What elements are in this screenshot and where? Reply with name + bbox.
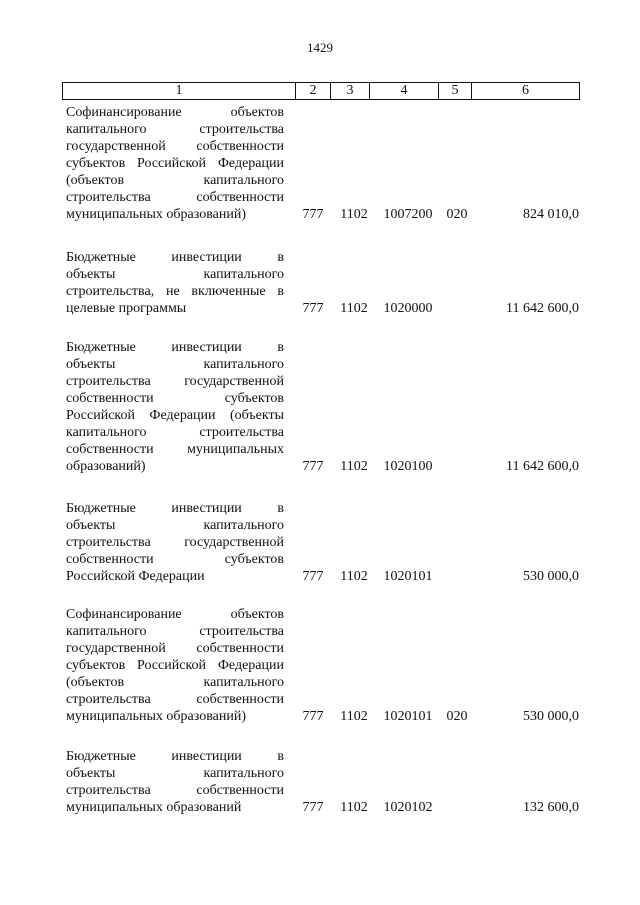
description-line: собственности субъектов xyxy=(66,552,284,567)
row-cell-c5: 020 xyxy=(446,207,468,222)
description-line: строительства, не включенные в xyxy=(66,284,284,299)
row-cell-c2: 777 xyxy=(302,459,324,474)
description-line: субъектов Российской Федерации xyxy=(66,156,284,171)
row-description xyxy=(66,606,284,725)
description-line: Бюджетные инвестиции в xyxy=(66,749,284,764)
row-cell-c6: 11 642 600,0 xyxy=(506,459,579,474)
row-description xyxy=(66,500,284,585)
description-line: целевые программы xyxy=(66,301,187,316)
row-description xyxy=(66,339,284,475)
description-line: муниципальных образований) xyxy=(66,709,246,724)
row-cell-c5: 020 xyxy=(446,709,468,724)
description-line: Бюджетные инвестиции в xyxy=(66,250,284,265)
row-description xyxy=(66,104,284,223)
description-line: (объектов капитального xyxy=(66,173,284,188)
description-line: собственности субъектов xyxy=(66,391,284,406)
description-line: Бюджетные инвестиции в xyxy=(66,340,284,355)
description-line: строительства собственности xyxy=(66,783,284,798)
row-cell-c3: 1102 xyxy=(340,709,368,724)
row-cell-c6: 11 642 600,0 xyxy=(506,301,579,316)
row-cell-c3: 1102 xyxy=(340,301,368,316)
header-col-5: 5 xyxy=(439,83,472,100)
description-line: строительства собственности xyxy=(66,692,284,707)
row-description xyxy=(66,249,284,317)
description-line: Российской Федерации (объекты xyxy=(66,408,284,423)
row-cell-c6: 530 000,0 xyxy=(523,709,579,724)
description-line: муниципальных образований) xyxy=(66,207,246,222)
table-header xyxy=(62,82,580,100)
row-cell-c3: 1102 xyxy=(340,800,368,815)
description-line: объекты капитального xyxy=(66,766,284,781)
row-cell-c4: 1020100 xyxy=(383,459,433,474)
description-line: Софинансирование объектов xyxy=(66,105,284,120)
row-description xyxy=(66,748,284,816)
description-line: строительства государственной xyxy=(66,374,284,389)
page-number: 1429 xyxy=(307,40,333,55)
description-line: муниципальных образований xyxy=(66,800,242,815)
description-line: объекты капитального xyxy=(66,267,284,282)
header-col-1: 1 xyxy=(63,83,296,100)
row-cell-c3: 1102 xyxy=(340,569,368,584)
description-line: Софинансирование объектов xyxy=(66,607,284,622)
description-line: субъектов Российской Федерации xyxy=(66,658,284,673)
header-col-3: 3 xyxy=(331,83,370,100)
description-line: собственности муниципальных xyxy=(66,442,284,457)
row-cell-c2: 777 xyxy=(302,301,324,316)
description-line: капитального строительства xyxy=(66,624,284,639)
description-line: капитального строительства xyxy=(66,425,284,440)
row-cell-c2: 777 xyxy=(302,800,324,815)
description-line: капитального строительства xyxy=(66,122,284,137)
row-cell-c4: 1020101 xyxy=(383,569,433,584)
row-cell-c4: 1020101 xyxy=(383,709,433,724)
description-line: Российской Федерации xyxy=(66,569,205,584)
description-line: (объектов капитального xyxy=(66,675,284,690)
description-line: Бюджетные инвестиции в xyxy=(66,501,284,516)
row-cell-c4: 1007200 xyxy=(383,207,433,222)
description-line: строительства собственности xyxy=(66,190,284,205)
description-line: объекты капитального xyxy=(66,357,284,372)
description-line: образований) xyxy=(66,459,146,474)
description-line: государственной собственности xyxy=(66,641,284,656)
header-col-6: 6 xyxy=(472,83,580,100)
row-cell-c2: 777 xyxy=(302,207,324,222)
row-cell-c2: 777 xyxy=(302,709,324,724)
row-cell-c6: 530 000,0 xyxy=(523,569,579,584)
row-cell-c6: 824 010,0 xyxy=(523,207,579,222)
header-col-4: 4 xyxy=(370,83,439,100)
row-cell-c3: 1102 xyxy=(340,459,368,474)
row-cell-c2: 777 xyxy=(302,569,324,584)
row-cell-c4: 1020000 xyxy=(383,301,433,316)
description-line: строительства государственной xyxy=(66,535,284,550)
row-cell-c4: 1020102 xyxy=(383,800,433,815)
row-cell-c3: 1102 xyxy=(340,207,368,222)
header-col-2: 2 xyxy=(296,83,331,100)
description-line: объекты капитального xyxy=(66,518,284,533)
description-line: государственной собственности xyxy=(66,139,284,154)
row-cell-c6: 132 600,0 xyxy=(523,800,579,815)
